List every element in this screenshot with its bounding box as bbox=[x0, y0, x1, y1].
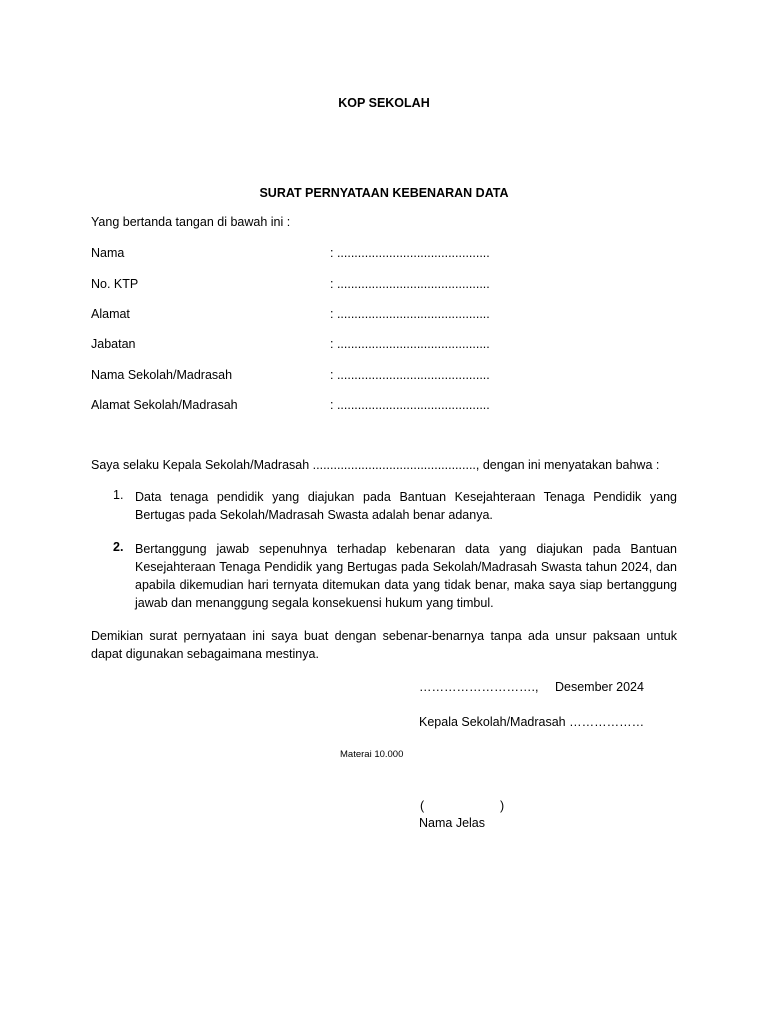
statement-text: Saya selaku Kepala Sekolah/Madrasah ..............................................., dengan ini menyatakan bahwa : bbox=[91, 458, 660, 472]
signature-role: Kepala Sekolah/Madrasah ……………… bbox=[419, 715, 645, 729]
field-value-jabatan: : ............................................ bbox=[330, 337, 490, 351]
name-paren-close: ) bbox=[500, 799, 505, 813]
point-text: Data tenaga pendidik yang diajukan pada Bantuan Kesejahteraan Tenaga Pendidik yang Bertugas pada Sekolah/Madrasah Swasta adalah benar adanya. bbox=[135, 490, 677, 522]
point-text: Bertanggung jawab sepenuhnya terhadap kebenaran data yang diajukan pada Bantuan Kesejahteraan Tenaga Pendidik yang Bertugas pada Sekolah/Madrasah Swasta tahun 2024, dan apabila dikemudian hari ternyata ditemukan data yang tidak benar, maka saya siap bertanggung jawab dan menanggung segala konsekuensi hukum yang timbul. bbox=[135, 542, 677, 610]
point-number: 1. bbox=[113, 488, 124, 502]
field-label-jabatan: Jabatan bbox=[91, 337, 136, 351]
point-number: 2. bbox=[113, 540, 124, 554]
signature-place: ………………………., bbox=[419, 680, 539, 694]
field-value-alamat: : ............................................ bbox=[330, 307, 490, 321]
name-paren-open: ( bbox=[420, 799, 425, 813]
field-label-nama-sekolah: Nama Sekolah/Madrasah bbox=[91, 368, 233, 382]
field-label-alamat: Alamat bbox=[91, 307, 130, 321]
letterhead: KOP SEKOLAH bbox=[338, 96, 430, 110]
document-title: SURAT PERNYATAAN KEBENARAN DATA bbox=[259, 186, 509, 200]
signature-date: Desember 2024 bbox=[555, 680, 644, 694]
field-value-ktp: : ............................................ bbox=[330, 277, 490, 291]
stamp-duty-label: Materai 10.000 bbox=[340, 749, 404, 760]
field-value-nama-sekolah: : ............................................ bbox=[330, 368, 490, 382]
intro-text: Yang bertanda tangan di bawah ini : bbox=[91, 215, 291, 229]
field-label-ktp: No. KTP bbox=[91, 277, 139, 291]
field-value-nama: : ............................................ bbox=[330, 246, 490, 260]
name-label: Nama Jelas bbox=[419, 816, 485, 830]
closing-paragraph: Demikian surat pernyataan ini saya buat dengan sebenar-benarnya tanpa ada unsur paksaan untuk dapat digunakan sebagaimana mestinya. bbox=[91, 629, 677, 661]
field-label-alamat-sekolah: Alamat Sekolah/Madrasah bbox=[91, 398, 238, 412]
field-label-nama: Nama bbox=[91, 246, 125, 260]
field-value-alamat-sekolah: : ............................................ bbox=[330, 398, 490, 412]
